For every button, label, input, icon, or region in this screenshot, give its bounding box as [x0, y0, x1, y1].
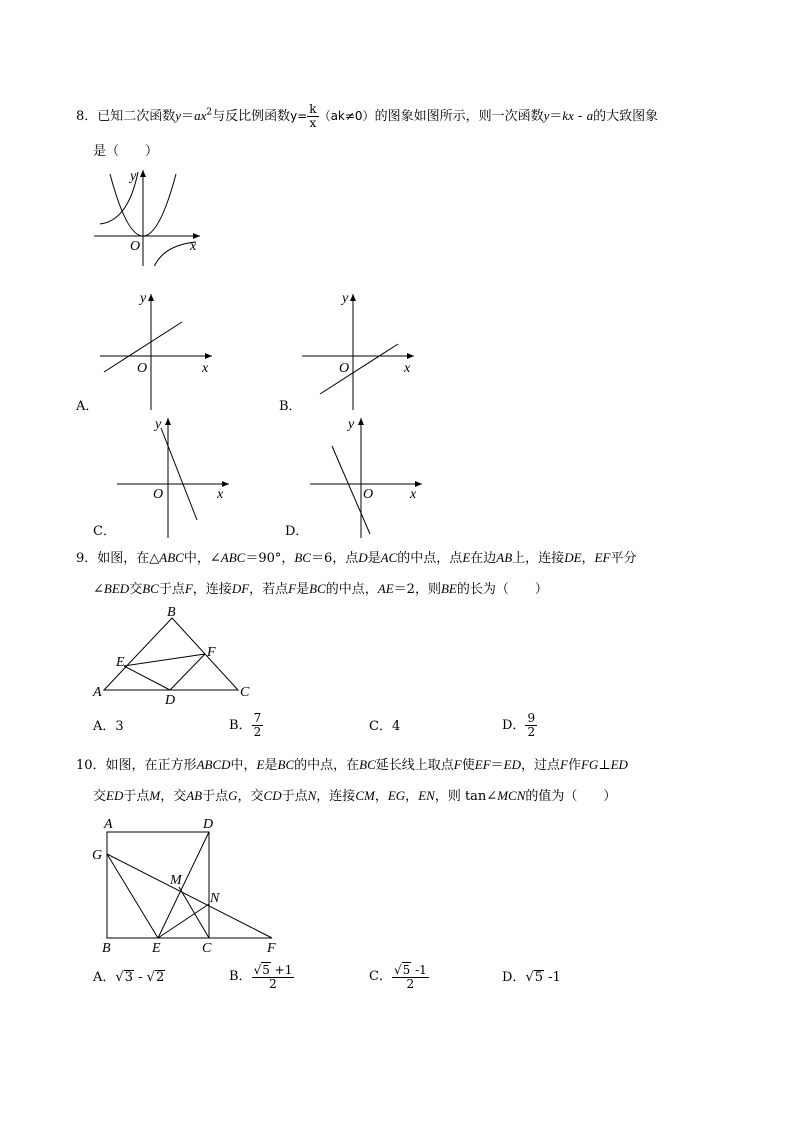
svg-text:y: y [155, 417, 162, 432]
q8-main-figure [88, 166, 208, 266]
q10-option-d[interactable]: D．√5 -1 [502, 970, 561, 985]
q10-segment-gf [107, 854, 272, 938]
svg-text:y: y [342, 291, 349, 306]
q9-number: 9． [76, 551, 98, 566]
svg-text:O: O [130, 239, 141, 254]
q10-option-c[interactable]: C． $\frac{√5 -1}{2}$ [369, 963, 427, 991]
q8-option-c[interactable]: C． [93, 524, 116, 539]
q10-stem-line2: 交ED于点M，交AB于点G，交CD于点N，连接CM，EG，EN，则 tan∠MCN的值为（ ） [93, 788, 617, 804]
svg-text:N: N [210, 891, 220, 906]
q8-option-b[interactable]: B． [279, 399, 302, 414]
q8-number: 8． [76, 109, 98, 124]
q10-square-figure [88, 812, 288, 956]
q10-stem-line1: 10．如图，在正方形ABCD中，E是BC的中点，在BC延长线上取点F使EF＝ED，过点F作FG⊥ED [76, 757, 628, 773]
svg-text:O: O [137, 361, 148, 376]
svg-text:D: D [203, 817, 214, 832]
q9-option-d[interactable]: D． $\frac{9}{2}$ [502, 711, 536, 739]
q8-option-a-graph[interactable] [96, 290, 216, 410]
q8-option-b-graph[interactable] [298, 290, 418, 410]
q9-option-a[interactable]: A．3 [93, 719, 124, 734]
svg-text:x: x [404, 361, 411, 376]
svg-text:G: G [92, 848, 103, 863]
svg-text:B: B [167, 605, 176, 620]
q9-option-c[interactable]: C．4 [369, 719, 401, 734]
svg-text:B: B [102, 941, 111, 956]
svg-text:A: A [93, 685, 102, 700]
q9-segment-ed [124, 666, 170, 690]
q10-square-abcd [107, 832, 209, 938]
svg-text:y: y [130, 169, 137, 184]
svg-text:D: D [165, 693, 176, 708]
q10-number: 10． [76, 758, 106, 773]
svg-text:E: E [116, 655, 125, 670]
q9-triangle-abc [104, 618, 238, 690]
svg-text:y: y [140, 291, 147, 306]
q10-segment-ed [158, 832, 209, 938]
svg-text:C: C [202, 941, 212, 956]
q10-option-b[interactable]: B． $\frac{√5 +1}{2}$ [229, 963, 293, 991]
svg-text:C: C [240, 685, 250, 700]
q8-stem-line2: 是（ ） [93, 144, 159, 159]
q8-option-a[interactable]: A． [76, 399, 99, 414]
q10-segment-cm [179, 887, 209, 938]
svg-text:E: E [152, 941, 161, 956]
svg-text:F: F [207, 645, 216, 660]
svg-text:x: x [190, 239, 197, 254]
q9-option-b[interactable]: B． $\frac{7}{2}$ [229, 711, 262, 739]
svg-text:x: x [217, 487, 224, 502]
svg-text:y: y [348, 417, 355, 432]
svg-text:F: F [267, 941, 276, 956]
q10-option-a[interactable]: A．√3 - √2 [93, 970, 165, 985]
q8-option-d-graph[interactable] [306, 414, 426, 538]
svg-text:O: O [153, 487, 164, 502]
q8-option-d[interactable]: D． [285, 524, 309, 539]
svg-text:x: x [410, 487, 417, 502]
q9-stem-line2: ∠BED交BC于点F，连接DF，若点F是BC的中点，AE＝2，则BE的长为（ ） [93, 581, 548, 597]
svg-text:O: O [339, 361, 350, 376]
q8-c-line [161, 428, 197, 520]
q9-triangle-figure [90, 604, 260, 708]
q8-b-line [320, 344, 398, 394]
svg-text:O: O [363, 487, 374, 502]
svg-text:A: A [104, 817, 113, 832]
q8-stem-line1: 8．已知二次函数$y=ax^2$与反比例函数y= $\frac{k}{x}$ （ak≠0）的图象如图所示，则一次函数y＝kx - a的大致图象 [76, 102, 659, 130]
q8-fraction-k-over-x: $\frac{k}{x}$ [309, 102, 317, 130]
q9-stem-line1: 9．如图，在△ABC中，∠ABC＝90°，BC＝6，点D是AC的中点，点E在边AB上，连接DE，EF平分 [76, 550, 637, 566]
q8-option-c-graph[interactable] [113, 414, 233, 538]
q9-segment-df [170, 654, 205, 690]
svg-text:x: x [202, 361, 209, 376]
svg-text:M: M [170, 873, 182, 888]
